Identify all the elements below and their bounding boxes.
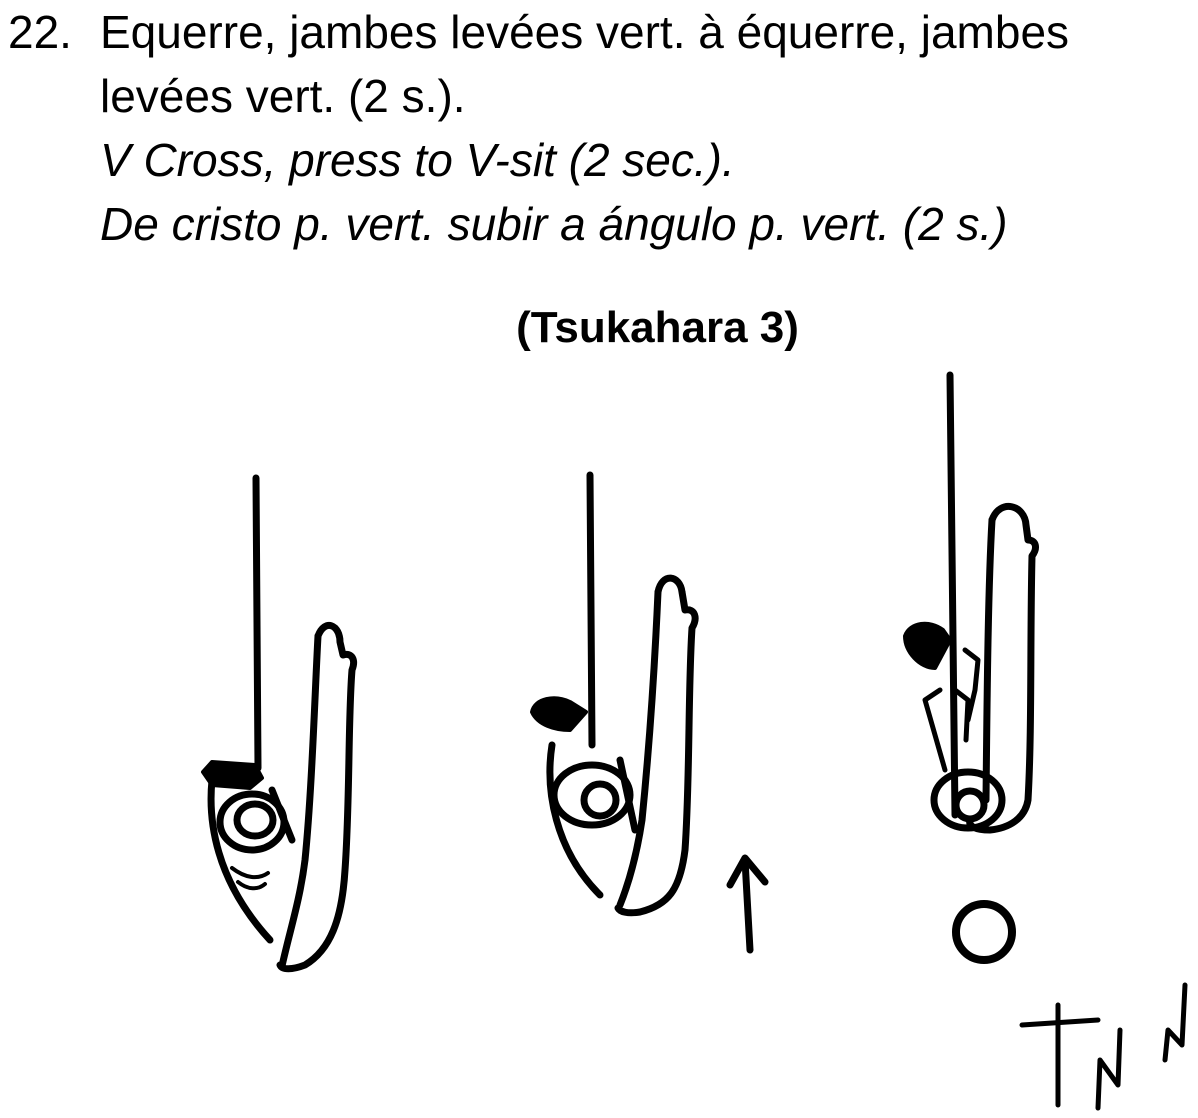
- figure-2: [532, 475, 695, 913]
- french-line-1: Equerre, jambes levées vert. à équerre, jambes: [100, 6, 1070, 58]
- arrow-up-icon: [730, 858, 765, 950]
- french-line-2: levées vert. (2 s.).: [100, 70, 466, 122]
- item-number: 22.: [8, 6, 72, 58]
- handwritten-notation: [1022, 985, 1185, 1108]
- element-name: (Tsukahara 3): [516, 303, 799, 352]
- figure-1: [203, 478, 354, 969]
- english-line: V Cross, press to V-sit (2 sec.).: [100, 134, 735, 186]
- circle-icon: [956, 904, 1012, 960]
- figure-3: [905, 375, 1035, 830]
- spanish-line: De cristo p. vert. subir a ángulo p. vert. (2 s.): [100, 198, 1008, 250]
